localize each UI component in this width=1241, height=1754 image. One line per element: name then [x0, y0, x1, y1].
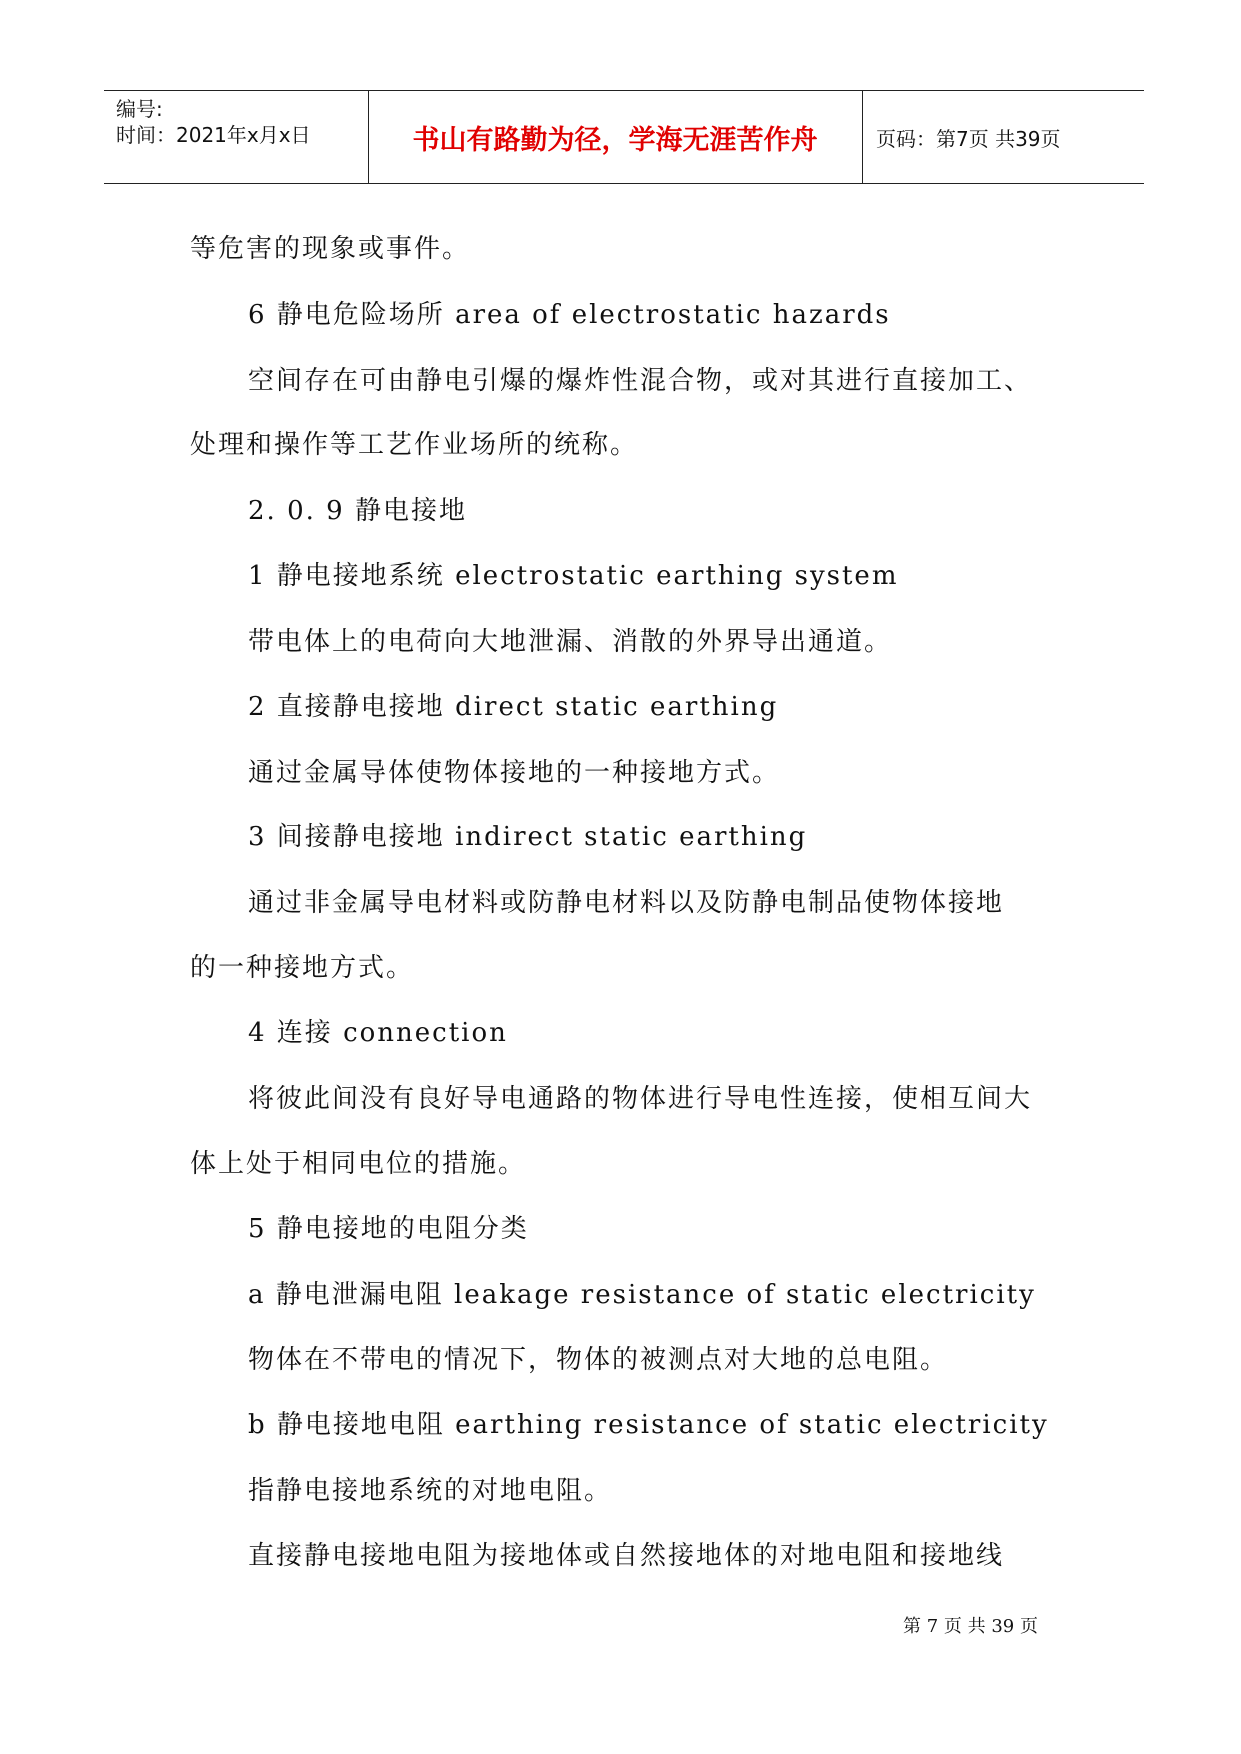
text-line: 1 静电接地系统 electrostatic earthing system [248, 561, 899, 591]
text-line: b 静电接地电阻 earthing resistance of static electricity [248, 1410, 1049, 1440]
number-label: 编号: [116, 97, 163, 121]
text-line: 6 静电危险场所 area of electrostatic hazards [248, 300, 891, 330]
text-line: 3 间接静电接地 indirect static earthing [248, 822, 808, 852]
text-line: 的一种接地方式。 [190, 953, 415, 983]
page-header [104, 90, 1144, 184]
header-middle-cell [368, 91, 863, 183]
text-line: 4 连接 connection [248, 1018, 508, 1048]
text-line: 带电体上的电荷向大地泄漏、消散的外界导出通道。 [248, 627, 893, 657]
text-line: 5 静电接地的电阻分类 [248, 1214, 529, 1244]
text-line: 直接静电接地电阻为接地体或自然接地体的对地电阻和接地线 [248, 1541, 1005, 1571]
text-line: 将彼此间没有良好导电通路的物体进行导电性连接，使相互间大 [248, 1084, 1033, 1114]
time-label: 时间：2021年x月x日 [116, 123, 311, 147]
text-line: a 静电泄漏电阻 leakage resistance of static electricity [248, 1280, 1036, 1310]
text-line: 2. 0. 9 静电接地 [248, 496, 467, 526]
text-line: 处理和操作等工艺作业场所的统称。 [190, 430, 639, 460]
text-line: 通过金属导体使物体接地的一种接地方式。 [248, 758, 781, 788]
text-line: 体上处于相同电位的措施。 [190, 1149, 527, 1179]
header-page-info: 页码：第7页 共39页 [876, 126, 1061, 151]
header-left-cell [104, 91, 369, 183]
page-footer: 第 7 页 共 39 页 [903, 1616, 1038, 1637]
text-line: 等危害的现象或事件。 [190, 234, 471, 264]
text-line: 指静电接地系统的对地电阻。 [248, 1476, 613, 1506]
text-line: 物体在不带电的情况下，物体的被测点对大地的总电阻。 [248, 1345, 949, 1375]
header-motto: 书山有路勤为径，学海无涯苦作舟 [412, 124, 818, 156]
text-line: 空间存在可由静电引爆的爆炸性混合物，或对其进行直接加工、 [248, 366, 1033, 396]
header-right-cell [862, 91, 1144, 183]
text-line: 2 直接静电接地 direct static earthing [248, 692, 779, 722]
text-line: 通过非金属导电材料或防静电材料以及防静电制品使物体接地 [248, 888, 1005, 918]
